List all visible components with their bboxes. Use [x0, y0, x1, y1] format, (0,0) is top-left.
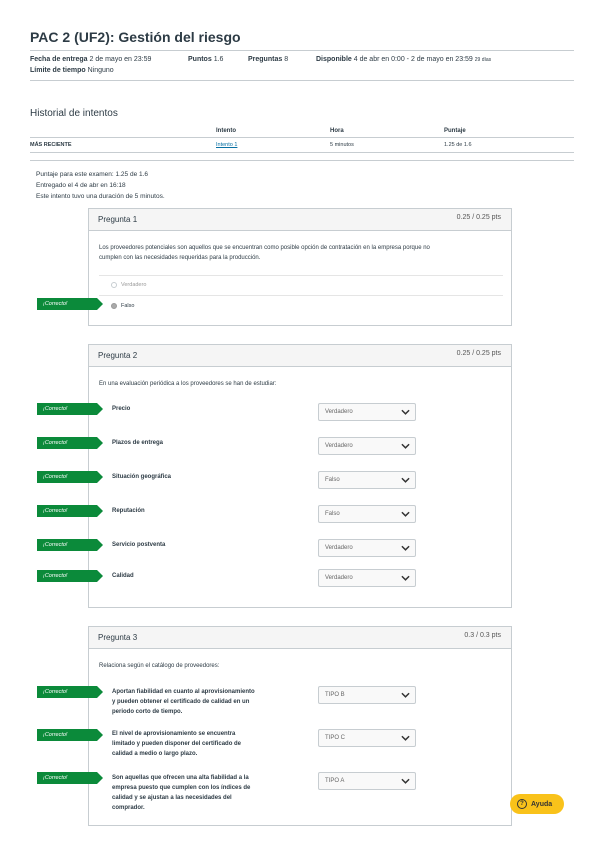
match-item-line: y pueden obtener el certificado de calidad en un	[112, 699, 250, 705]
chevron-down-icon	[401, 409, 410, 415]
chevron-down-icon	[401, 778, 410, 784]
questions-value: 8	[284, 56, 289, 63]
chevron-down-icon	[401, 692, 410, 698]
correct-badge: ¡Correcto!	[37, 729, 97, 741]
separator	[99, 295, 503, 296]
divider	[30, 80, 574, 81]
answer-select[interactable]	[318, 539, 416, 557]
chevron-down-icon	[401, 511, 410, 517]
match-item-line: empresa puesto que cumplen con los índices de	[112, 785, 251, 791]
match-item-line: Son aquellas que ofrecen una alta fiabilidad a la	[112, 775, 249, 781]
available-days: 29 días	[474, 57, 492, 63]
correct-badge: ¡Correcto!	[37, 772, 97, 784]
chevron-down-icon	[401, 443, 410, 449]
correct-badge: ¡Correcto!	[37, 471, 97, 483]
match-item-line: calidad y se ajustan a las necesidades del	[112, 795, 232, 801]
select-value: Verdadero	[325, 575, 353, 581]
history-attempt-link[interactable]: Intento 1	[216, 142, 238, 148]
help-label: Ayuda	[531, 800, 553, 808]
answer-select[interactable]	[318, 772, 416, 790]
answer-select[interactable]	[318, 729, 416, 747]
match-item-label	[112, 687, 255, 717]
question-text	[99, 243, 430, 263]
select-value: TIPO A	[325, 778, 345, 784]
question-text-line: Los proveedores potenciales son aquellos que se encuentran como posible opción de contratación en la empresa porque no	[99, 245, 430, 251]
answer-select[interactable]	[318, 505, 416, 523]
help-button[interactable]	[510, 794, 564, 814]
history-title: Historial de intentos	[30, 108, 118, 119]
match-item-label: Reputación	[112, 508, 145, 514]
question-title: Pregunta 3	[98, 633, 138, 642]
answer-select[interactable]	[318, 471, 416, 489]
select-value: Falso	[325, 511, 340, 517]
due-label: Fecha de entrega	[30, 56, 88, 63]
answer-select[interactable]	[318, 403, 416, 421]
option-label: Verdadero	[121, 282, 147, 288]
chevron-down-icon	[401, 545, 410, 551]
question-points: 0.25 / 0.25 pts	[456, 350, 501, 357]
duration-summary: Este intento tuvo una duración de 5 minutos.	[36, 193, 165, 200]
correct-badge: ¡Correcto!	[37, 686, 97, 698]
question-text: Relaciona según el catálogo de proveedores:	[99, 663, 220, 669]
page-title: PAC 2 (UF2): Gestión del riesgo	[30, 29, 241, 45]
match-item-label: Situación geográfica	[112, 474, 172, 480]
match-item-label	[112, 729, 241, 759]
match-item-label: Calidad	[112, 573, 134, 579]
score-summary: Puntaje para este examen: 1.25 de 1.6	[36, 171, 149, 178]
select-value: Verdadero	[325, 443, 353, 449]
question-header	[89, 209, 511, 231]
radio-icon	[111, 303, 117, 309]
radio-icon	[111, 282, 117, 288]
questions	[248, 56, 288, 63]
select-value: TIPO B	[325, 692, 345, 698]
chevron-down-icon	[401, 735, 410, 741]
match-item-line: calidad a medio o largo plazo.	[112, 751, 198, 757]
option-falso[interactable]	[111, 303, 134, 309]
history-col-score: Puntaje	[444, 128, 466, 134]
points	[188, 56, 223, 63]
history-time: 5 minutos	[330, 142, 354, 148]
select-value: Verdadero	[325, 409, 353, 415]
due-value: 2 de mayo en 23:59	[89, 56, 152, 63]
answer-select[interactable]	[318, 569, 416, 587]
question-1	[88, 208, 512, 326]
question-points: 0.3 / 0.3 pts	[464, 632, 501, 639]
history-col-attempt: Intento	[216, 128, 236, 134]
correct-badge: ¡Correcto!	[37, 298, 97, 310]
time-limit-value: Ninguno	[87, 67, 114, 74]
time-limit-label: Límite de tiempo	[30, 67, 86, 74]
correct-badge: ¡Correcto!	[37, 403, 97, 415]
available-label: Disponible	[316, 56, 352, 63]
match-item-label: Plazos de entrega	[112, 440, 164, 446]
match-item-label: Servicio postventa	[112, 542, 166, 548]
select-value: Verdadero	[325, 545, 353, 551]
correct-badge: ¡Correcto!	[37, 437, 97, 449]
correct-badge: ¡Correcto!	[37, 505, 97, 517]
question-points: 0.25 / 0.25 pts	[456, 214, 501, 221]
option-verdadero[interactable]	[111, 282, 146, 288]
match-item-label	[112, 773, 250, 813]
correct-badge: ¡Correcto!	[37, 539, 97, 551]
divider	[30, 50, 574, 51]
question-title: Pregunta 2	[98, 351, 138, 360]
divider	[30, 160, 574, 161]
history-col-time: Hora	[330, 128, 344, 134]
question-header	[89, 345, 511, 367]
question-header	[89, 627, 511, 649]
question-text: En una evaluación periódica a los proveedores se han de estudiar:	[99, 381, 277, 387]
correct-badge: ¡Correcto!	[37, 570, 97, 582]
answer-select[interactable]	[318, 437, 416, 455]
available-value: 4 de abr en 0:00 - 2 de mayo en 23:59	[353, 56, 473, 63]
submitted-summary: Entregado el 4 de abr en 16:18	[36, 182, 126, 189]
match-item-line: limitado y pueden disponer del certificado de	[112, 741, 242, 747]
divider	[30, 152, 574, 153]
chevron-down-icon	[401, 477, 410, 483]
match-item-line: El nivel de aprovisionamiento se encuentra	[112, 731, 236, 737]
availability	[316, 56, 491, 63]
answer-select[interactable]	[318, 686, 416, 704]
points-label: Puntos	[188, 56, 212, 63]
divider	[30, 137, 574, 138]
time-limit	[30, 67, 114, 74]
points-value: 1.6	[213, 56, 224, 63]
match-item-line: Aportan fiabilidad en cuanto al aprovisionamiento	[112, 689, 255, 695]
match-item-label: Precio	[112, 406, 131, 412]
questions-label: Preguntas	[248, 56, 283, 63]
select-value: Falso	[325, 477, 340, 483]
separator	[99, 275, 503, 276]
history-row-label: MÁS RECIENTE	[30, 142, 72, 148]
due-date	[30, 56, 151, 63]
question-mark-icon: ?	[517, 799, 527, 809]
option-label: Falso	[121, 303, 135, 309]
question-text-line: cumplen con las necesidades requeridas para la producción.	[99, 255, 261, 261]
match-item-line: periodo corto de tiempo.	[112, 709, 183, 715]
question-title: Pregunta 1	[98, 215, 138, 224]
select-value: TIPO C	[325, 735, 346, 741]
chevron-down-icon	[401, 575, 410, 581]
match-item-line: comprador.	[112, 805, 145, 811]
history-score: 1.25 de 1.6	[444, 142, 472, 148]
